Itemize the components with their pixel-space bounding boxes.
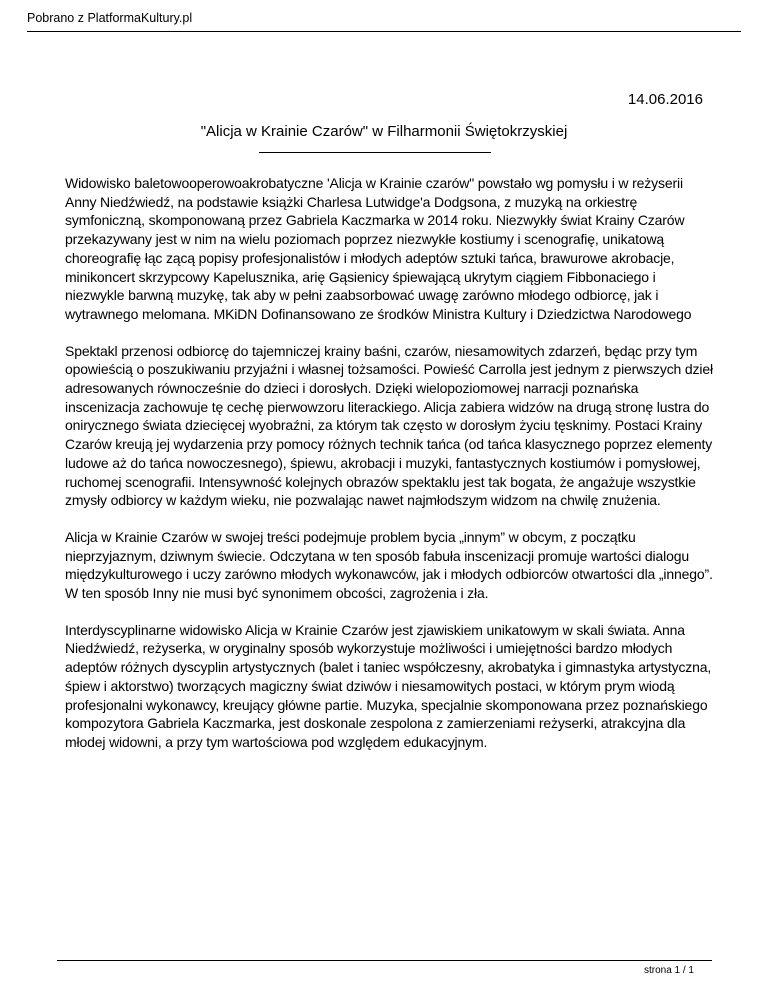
- article-paragraph: Interdyscyplinarne widowisko Alicja w Krainie Czarów jest zjawiskiem unikatowym w skali świata. Anna Niedźwiedź, reżyserka, w oryginalny sposób wykorzystuje możliwości i umiejętności bardzo młodych adeptów różnych dyscyplin artystycznych (balet i taniec współczesny, akrobatyka i gimnastyka artystyczna, śpiew i aktorstwo) tworzących magiczny świat dziwów i niesamowitych postaci, w którym prym wiodą profesjonalni wykonawcy, kreujący główne partie. Muzyka, specjalnie skomponowana przez poznańskiego kompozytora Gabriela Kaczmarka, jest doskonale zespolona z zamierzeniami reżyserki, atrakcyjna dla młodej widowni, a przy tym wartościowa pod względem edukacyjnym.: [65, 621, 712, 750]
- article-paragraph: Widowisko baletowooperowoakrobatyczne 'Alicja w Krainie czarów" powstało wg pomysłu i w reżyserii Anny Niedźwiedź, na podstawie książki Charlesa Lutwidge'a Dodgsona, z muzyką na orkiestrę symfoniczną, skomponowaną przez Gabriela Kaczmarka w 2014 roku. Niezwykły świat Krainy Czarów przekazywany jest w nim na wielu poziomach poprzez niezwykłe kostiumy i scenografię, unikatową choreografię łąc zącą popisy profesjonalistów i młodych adeptów sztuki tańca, brawurowe akrobacje, minikoncert skrzypcowy Kapelusznika, arię Gąsienicy śpiewającą ukrytym ciągiem Fibbonaciego i niezwykle barwną muzykę, tak aby w pełni zaabsorbować uwagę zarówno młodego odbiorcę, jak i wytrawnego melomana. MKiDN Dofinansowano ze środków Ministra Kultury i Dziedzictwa Narodowego: [65, 175, 692, 322]
- article-paragraph: Spektakl przenosi odbiorcę do tajemniczej krainy baśni, czarów, niesamowitych zdarzeń, będąc przy tym opowieścią o poszukiwaniu przyjaźni i własnej tożsamości. Powieść Carrolla jest jednym z pierwszych dzieł adresowanych równocześnie do dzieci i dorosłych. Dzięki wielopoziomowej narracji poznańska inscenizacja zachowuje tę cechę pierwowzoru literackiego. Alicja zabiera widzów na drugą stronę lustra do onirycznego świata dziecięcej wyobraźni, za którym tak często w dorosłym życiu tęsknimy. Postaci Krainy Czarów kreują jej wydarzenia przy pomocy różnych technik tańca (od tańca klasycznego poprzez elementy ludowe aż do tańca nowoczesnego), śpiewu, akrobacji i muzyki, fantastycznych kostiumów i pomysłowej, ruchomej scenografii. Intensywność kolejnych obrazów spektaklu jest tak bogata, że angażuje wszystkie zmysły odbiorcy w każdym wieku, nie pozwalając nawet najmłodszym widzom na chwilę znużenia.: [65, 342, 713, 509]
- article-paragraph: Alicja w Krainie Czarów w swojej treści podejmuje problem bycia „innym” w obcym, z początku nieprzyjaznym, dziwnym świecie. Odczytana w ten sposób fabuła inscenizacji promuje wartości dialogu międzykulturowego i uczy zarówno młodych wykonawców, jak i młodych odbiorców otwartości dla „innego”. W ten sposób Inny nie musi być synonimem obcości, zagrożenia i zła.: [65, 528, 713, 602]
- page-number: strona 1 / 1: [643, 965, 694, 976]
- article-body: [65, 174, 716, 770]
- header-divider: [27, 31, 741, 32]
- article-title: "Alicja w Krainie Czarów" w Filharmonii Świętokrzyskiej: [200, 123, 568, 140]
- title-underline: [259, 152, 491, 153]
- article-date: 14.06.2016: [627, 91, 703, 108]
- source-header: Pobrano z PlatformaKultury.pl: [27, 11, 193, 25]
- footer-divider: [57, 960, 712, 961]
